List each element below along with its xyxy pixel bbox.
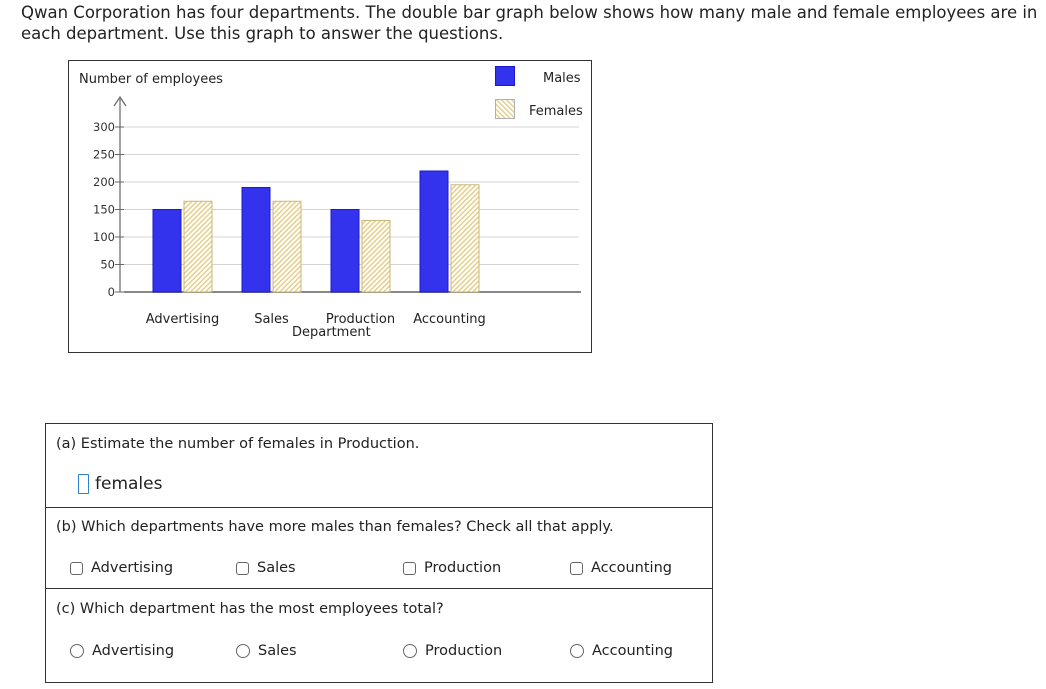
radio-icon[interactable] [236,644,250,658]
x-category-label-production: Production [325,312,396,327]
legend-females-swatch [495,99,515,119]
y-tick-label: 0 [107,285,115,299]
bar-male-sales [242,188,270,293]
answer-a-unit: females [95,474,163,494]
y-tick-label: 50 [100,257,115,272]
radio-option-sales[interactable] [236,643,297,659]
question-b [46,508,712,589]
option-label: Advertising [91,560,174,576]
legend-males-label: Males [543,71,581,86]
checkbox-option-production[interactable] [403,560,501,576]
option-label: Sales [257,560,296,576]
question-c [46,589,712,689]
option-label: Advertising [92,643,175,659]
question-a-text: (a) Estimate the number of females in Production. [56,436,420,452]
checkbox-option-sales[interactable] [236,560,296,576]
answer-a-row [78,472,162,496]
radio-option-production[interactable] [403,643,502,659]
bar-female-accounting [451,185,479,292]
question-c-text: (c) Which department has the most employees total? [56,601,444,617]
legend-females-label: Females [529,104,583,119]
option-label: Production [425,643,503,659]
bar-male-production [331,210,359,293]
questions-panel [45,423,713,683]
radio-icon[interactable] [403,644,417,658]
bar-female-advertising [184,201,212,292]
x-axis-title: Department [292,325,371,340]
females-answer-input[interactable] [78,474,89,494]
checkbox-icon[interactable] [70,562,83,575]
question-a [46,424,712,508]
y-tick-label: 150 [93,202,115,217]
checkbox-icon[interactable] [403,562,416,575]
bar-female-production [362,221,390,293]
radio-icon[interactable] [70,644,84,658]
checkbox-icon[interactable] [236,562,249,575]
legend-males-swatch [495,66,515,86]
y-tick-label: 100 [93,230,115,244]
y-tick-label: 300 [93,120,115,134]
y-tick-label: 200 [93,175,115,189]
y-axis-title: Number of employees [79,72,223,87]
x-category-label-accounting: Accounting [413,312,486,327]
option-label: Accounting [591,560,672,576]
bar-female-sales [273,201,301,292]
y-tick-label: 250 [93,147,115,162]
double-bar-chart [68,60,592,353]
checkbox-icon[interactable] [570,562,583,575]
bar-male-accounting [420,171,448,292]
option-label: Production [424,560,502,576]
checkbox-option-advertising[interactable] [70,560,173,576]
radio-option-accounting[interactable] [570,643,673,659]
problem-intro: Qwan Corporation has four departments. The double bar graph below shows how many male and female employees are in each department. Use this graph to answer the questions. [21,3,1038,43]
bar-male-advertising [153,210,181,293]
radio-option-advertising[interactable] [70,643,174,659]
option-label: Accounting [592,643,673,659]
radio-icon[interactable] [570,644,584,658]
checkbox-option-accounting[interactable] [570,560,672,576]
x-category-label-advertising: Advertising [145,312,220,327]
question-b-text: (b) Which departments have more males than females? Check all that apply. [56,519,614,535]
x-category-label-sales: Sales [254,312,289,327]
option-label: Sales [258,643,297,659]
